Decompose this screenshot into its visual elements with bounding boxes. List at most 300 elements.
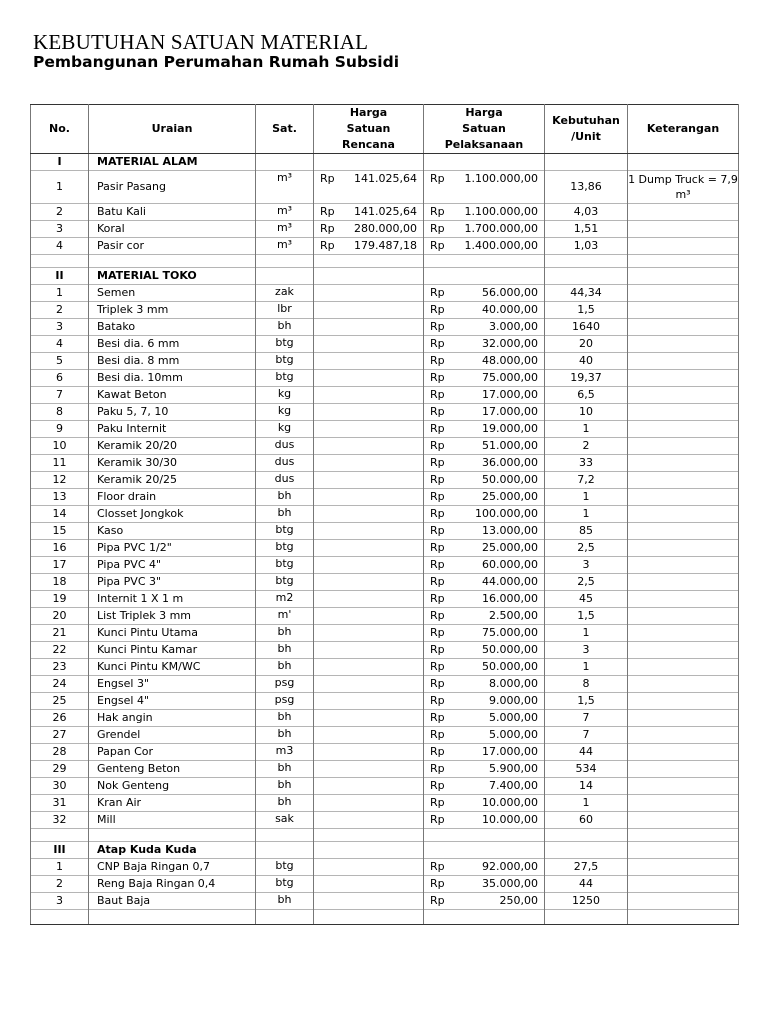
cell-keterangan bbox=[628, 795, 739, 812]
cell-harga-rencana bbox=[314, 319, 424, 336]
cell-harga-pelaksanaan bbox=[424, 404, 545, 421]
cell-harga-pelaksanaan bbox=[424, 353, 545, 370]
cell-uraian: Koral bbox=[89, 221, 256, 238]
currency-label: Rp bbox=[430, 745, 445, 758]
cell-kebutuhan: 1 bbox=[545, 489, 628, 506]
cell-kebutuhan: 14 bbox=[545, 778, 628, 795]
cell-kebutuhan: 44,34 bbox=[545, 285, 628, 302]
cell-harga-rencana bbox=[314, 370, 424, 387]
cell-keterangan: 1 Dump Truck = 7,9 m³ bbox=[628, 171, 739, 204]
cell-kebutuhan: 2 bbox=[545, 438, 628, 455]
cell-keterangan bbox=[628, 523, 739, 540]
cell-uraian: Paku Internit bbox=[89, 421, 256, 438]
cell-harga-rencana bbox=[314, 557, 424, 574]
amount: 10.000,00 bbox=[482, 813, 538, 826]
cell-sat: kg bbox=[256, 387, 314, 404]
cell-sat: btg bbox=[256, 540, 314, 557]
cell-sat: bh bbox=[256, 778, 314, 795]
amount: 44.000,00 bbox=[482, 575, 538, 588]
cell-harga-rencana bbox=[314, 472, 424, 489]
cell-keterangan bbox=[628, 876, 739, 893]
cell-keterangan bbox=[628, 744, 739, 761]
cell-harga-pelaksanaan bbox=[424, 455, 545, 472]
cell-uraian: Mill bbox=[89, 812, 256, 829]
amount: 50.000,00 bbox=[482, 643, 538, 656]
cell-kebutuhan: 1 bbox=[545, 659, 628, 676]
amount: 1.100.000,00 bbox=[464, 172, 538, 185]
amount: 56.000,00 bbox=[482, 286, 538, 299]
cell-harga-rencana bbox=[314, 761, 424, 778]
cell-harga-pelaksanaan bbox=[424, 893, 545, 910]
table-row bbox=[31, 387, 739, 404]
cell-harga-pelaksanaan bbox=[424, 795, 545, 812]
amount: 35.000,00 bbox=[482, 877, 538, 890]
cell-harga-rencana bbox=[314, 625, 424, 642]
cell-harga-rencana bbox=[314, 893, 424, 910]
cell-keterangan bbox=[628, 302, 739, 319]
currency-label: Rp bbox=[430, 222, 445, 235]
cell-kebutuhan: 3 bbox=[545, 642, 628, 659]
table-row bbox=[31, 438, 739, 455]
cell-kebutuhan: 8 bbox=[545, 676, 628, 693]
cell-sat: m³ bbox=[256, 204, 314, 221]
cell-uraian: Semen bbox=[89, 285, 256, 302]
cell-no: 20 bbox=[31, 608, 89, 625]
amount: 7.400,00 bbox=[489, 779, 538, 792]
table-row bbox=[31, 370, 739, 387]
cell-uraian: Keramik 20/20 bbox=[89, 438, 256, 455]
cell-keterangan bbox=[628, 812, 739, 829]
amount: 8.000,00 bbox=[489, 677, 538, 690]
cell-harga-rencana bbox=[314, 829, 424, 842]
cell-kebutuhan: 4,03 bbox=[545, 204, 628, 221]
cell-sat: psg bbox=[256, 693, 314, 710]
cell-no: 4 bbox=[31, 336, 89, 353]
cell-uraian: CNP Baja Ringan 0,7 bbox=[89, 859, 256, 876]
cell-uraian: Batu Kali bbox=[89, 204, 256, 221]
amount: 75.000,00 bbox=[482, 626, 538, 639]
cell-no: 22 bbox=[31, 642, 89, 659]
cell-sat: btg bbox=[256, 557, 314, 574]
cell-harga-rencana bbox=[314, 778, 424, 795]
spacer-row bbox=[31, 910, 739, 925]
cell-harga-rencana bbox=[314, 387, 424, 404]
table-row bbox=[31, 761, 739, 778]
cell-harga-pelaksanaan bbox=[424, 285, 545, 302]
currency-label: Rp bbox=[430, 490, 445, 503]
amount: 100.000,00 bbox=[475, 507, 538, 520]
table-row bbox=[31, 676, 739, 693]
table-row bbox=[31, 659, 739, 676]
cell-no: 16 bbox=[31, 540, 89, 557]
cell-no: 29 bbox=[31, 761, 89, 778]
cell-uraian: Pipa PVC 1/2" bbox=[89, 540, 256, 557]
cell-harga-pelaksanaan bbox=[424, 154, 545, 171]
cell-keterangan bbox=[628, 625, 739, 642]
currency-label: Rp bbox=[430, 303, 445, 316]
cell-keterangan bbox=[628, 557, 739, 574]
document-subtitle: Pembangunan Perumahan Rumah Subsidi bbox=[33, 53, 400, 71]
header-line: Satuan bbox=[462, 122, 506, 135]
cell-sat: btg bbox=[256, 859, 314, 876]
header-line: Harga bbox=[465, 106, 503, 119]
currency-label: Rp bbox=[430, 626, 445, 639]
section-row bbox=[31, 842, 739, 859]
table-row bbox=[31, 876, 739, 893]
cell-harga-rencana bbox=[314, 710, 424, 727]
cell-harga-rencana bbox=[314, 842, 424, 859]
table-row bbox=[31, 574, 739, 591]
cell-sat: bh bbox=[256, 642, 314, 659]
cell-sat bbox=[256, 268, 314, 285]
cell-harga-pelaksanaan bbox=[424, 540, 545, 557]
cell-kebutuhan: 2,5 bbox=[545, 574, 628, 591]
cell-sat: bh bbox=[256, 506, 314, 523]
cell-uraian: Engsel 4" bbox=[89, 693, 256, 710]
cell-harga-rencana bbox=[314, 812, 424, 829]
cell-no: 3 bbox=[31, 893, 89, 910]
cell-no: 25 bbox=[31, 693, 89, 710]
table-row bbox=[31, 778, 739, 795]
amount: 5.000,00 bbox=[489, 728, 538, 741]
cell-keterangan bbox=[628, 336, 739, 353]
cell-uraian: Kran Air bbox=[89, 795, 256, 812]
cell-no bbox=[31, 829, 89, 842]
currency-label: Rp bbox=[320, 222, 335, 235]
cell-keterangan bbox=[628, 204, 739, 221]
cell-kebutuhan bbox=[545, 255, 628, 268]
cell-sat: m³ bbox=[256, 238, 314, 255]
currency-label: Rp bbox=[430, 239, 445, 252]
amount: 1.100.000,00 bbox=[464, 205, 538, 218]
table-row bbox=[31, 353, 739, 370]
cell-kebutuhan: 1640 bbox=[545, 319, 628, 336]
cell-harga-pelaksanaan bbox=[424, 744, 545, 761]
cell-harga-rencana bbox=[314, 591, 424, 608]
cell-harga-rencana bbox=[314, 693, 424, 710]
cell-keterangan bbox=[628, 761, 739, 778]
cell-uraian bbox=[89, 255, 256, 268]
cell-no: 8 bbox=[31, 404, 89, 421]
table-row bbox=[31, 859, 739, 876]
cell-uraian: Pasir cor bbox=[89, 238, 256, 255]
cell-no: 1 bbox=[31, 859, 89, 876]
cell-keterangan bbox=[628, 438, 739, 455]
cell-keterangan bbox=[628, 319, 739, 336]
cell-harga-pelaksanaan bbox=[424, 489, 545, 506]
cell-sat: bh bbox=[256, 625, 314, 642]
currency-label: Rp bbox=[430, 205, 445, 218]
cell-no: 10 bbox=[31, 438, 89, 455]
cell-harga-rencana bbox=[314, 221, 424, 238]
cell-keterangan bbox=[628, 154, 739, 171]
cell-sat bbox=[256, 154, 314, 171]
cell-uraian: Paku 5, 7, 10 bbox=[89, 404, 256, 421]
cell-no: 13 bbox=[31, 489, 89, 506]
amount: 60.000,00 bbox=[482, 558, 538, 571]
amount: 3.000,00 bbox=[489, 320, 538, 333]
cell-uraian: Floor drain bbox=[89, 489, 256, 506]
table-row bbox=[31, 455, 739, 472]
cell-keterangan bbox=[628, 387, 739, 404]
cell-kebutuhan bbox=[545, 910, 628, 925]
cell-sat: m³ bbox=[256, 171, 314, 204]
cell-no: 21 bbox=[31, 625, 89, 642]
cell-uraian: Atap Kuda Kuda bbox=[89, 842, 256, 859]
cell-sat: m3 bbox=[256, 744, 314, 761]
currency-label: Rp bbox=[430, 337, 445, 350]
cell-sat: btg bbox=[256, 336, 314, 353]
cell-harga-pelaksanaan bbox=[424, 221, 545, 238]
amount: 17.000,00 bbox=[482, 388, 538, 401]
cell-sat: m³ bbox=[256, 221, 314, 238]
header-line: Rencana bbox=[342, 138, 395, 151]
cell-keterangan bbox=[628, 506, 739, 523]
cell-kebutuhan: 1,5 bbox=[545, 608, 628, 625]
cell-uraian: Batako bbox=[89, 319, 256, 336]
currency-label: Rp bbox=[430, 609, 445, 622]
header-line: /Unit bbox=[571, 130, 601, 143]
cell-keterangan bbox=[628, 404, 739, 421]
table-row bbox=[31, 171, 739, 204]
table-row bbox=[31, 795, 739, 812]
currency-label: Rp bbox=[320, 172, 335, 185]
currency-label: Rp bbox=[430, 877, 445, 890]
spacer-row bbox=[31, 829, 739, 842]
table-row bbox=[31, 238, 739, 255]
cell-no: 12 bbox=[31, 472, 89, 489]
cell-sat: m2 bbox=[256, 591, 314, 608]
cell-harga-pelaksanaan bbox=[424, 859, 545, 876]
cell-harga-rencana bbox=[314, 744, 424, 761]
table-row bbox=[31, 710, 739, 727]
cell-sat: kg bbox=[256, 421, 314, 438]
cell-no bbox=[31, 255, 89, 268]
cell-harga-rencana bbox=[314, 438, 424, 455]
cell-no: 1 bbox=[31, 171, 89, 204]
cell-harga-rencana bbox=[314, 523, 424, 540]
cell-keterangan bbox=[628, 540, 739, 557]
cell-harga-rencana bbox=[314, 268, 424, 285]
cell-keterangan bbox=[628, 693, 739, 710]
cell-keterangan bbox=[628, 574, 739, 591]
cell-kebutuhan bbox=[545, 268, 628, 285]
cell-harga-rencana bbox=[314, 302, 424, 319]
cell-harga-pelaksanaan bbox=[424, 676, 545, 693]
amount: 25.000,00 bbox=[482, 490, 538, 503]
cell-harga-rencana bbox=[314, 727, 424, 744]
amount: 5.000,00 bbox=[489, 711, 538, 724]
cell-harga-rencana bbox=[314, 642, 424, 659]
cell-harga-pelaksanaan bbox=[424, 370, 545, 387]
cell-kebutuhan: 19,37 bbox=[545, 370, 628, 387]
cell-keterangan bbox=[628, 893, 739, 910]
amount: 17.000,00 bbox=[482, 405, 538, 418]
cell-no: 3 bbox=[31, 319, 89, 336]
table-body bbox=[31, 154, 739, 925]
cell-kebutuhan: 1250 bbox=[545, 893, 628, 910]
cell-kebutuhan: 1 bbox=[545, 625, 628, 642]
table-row bbox=[31, 285, 739, 302]
cell-uraian bbox=[89, 910, 256, 925]
table-row bbox=[31, 319, 739, 336]
cell-keterangan bbox=[628, 421, 739, 438]
cell-harga-rencana bbox=[314, 574, 424, 591]
amount: 50.000,00 bbox=[482, 660, 538, 673]
cell-harga-pelaksanaan bbox=[424, 642, 545, 659]
currency-label: Rp bbox=[430, 507, 445, 520]
cell-keterangan bbox=[628, 829, 739, 842]
cell-kebutuhan: 20 bbox=[545, 336, 628, 353]
cell-kebutuhan: 45 bbox=[545, 591, 628, 608]
cell-sat: bh bbox=[256, 659, 314, 676]
cell-sat: bh bbox=[256, 893, 314, 910]
cell-keterangan bbox=[628, 842, 739, 859]
table-row bbox=[31, 336, 739, 353]
cell-sat: psg bbox=[256, 676, 314, 693]
cell-harga-pelaksanaan bbox=[424, 387, 545, 404]
currency-label: Rp bbox=[430, 711, 445, 724]
cell-harga-rencana bbox=[314, 455, 424, 472]
header-line: Kebutuhan bbox=[552, 114, 620, 127]
table-row bbox=[31, 893, 739, 910]
cell-sat: sak bbox=[256, 812, 314, 829]
amount: 17.000,00 bbox=[482, 745, 538, 758]
cell-kebutuhan: 3 bbox=[545, 557, 628, 574]
cell-no: 28 bbox=[31, 744, 89, 761]
currency-label: Rp bbox=[430, 422, 445, 435]
cell-kebutuhan: 27,5 bbox=[545, 859, 628, 876]
cell-kebutuhan: 1 bbox=[545, 421, 628, 438]
amount: 25.000,00 bbox=[482, 541, 538, 554]
currency-label: Rp bbox=[430, 354, 445, 367]
cell-uraian: List Triplek 3 mm bbox=[89, 608, 256, 625]
cell-kebutuhan: 7,2 bbox=[545, 472, 628, 489]
header-no: No. bbox=[31, 105, 89, 154]
cell-uraian: Keramik 30/30 bbox=[89, 455, 256, 472]
cell-harga-rencana bbox=[314, 336, 424, 353]
cell-uraian: Pipa PVC 4" bbox=[89, 557, 256, 574]
cell-harga-rencana bbox=[314, 876, 424, 893]
cell-sat: bh bbox=[256, 319, 314, 336]
cell-kebutuhan: 7 bbox=[545, 727, 628, 744]
section-row bbox=[31, 154, 739, 171]
cell-sat: bh bbox=[256, 727, 314, 744]
cell-harga-pelaksanaan bbox=[424, 625, 545, 642]
cell-harga-pelaksanaan bbox=[424, 876, 545, 893]
cell-uraian: Keramik 20/25 bbox=[89, 472, 256, 489]
cell-harga-pelaksanaan bbox=[424, 778, 545, 795]
currency-label: Rp bbox=[320, 205, 335, 218]
table-row bbox=[31, 506, 739, 523]
cell-harga-pelaksanaan bbox=[424, 659, 545, 676]
header-kebutuhan bbox=[545, 105, 628, 154]
cell-harga-pelaksanaan bbox=[424, 591, 545, 608]
cell-uraian: Internit 1 X 1 m bbox=[89, 591, 256, 608]
cell-uraian: Triplek 3 mm bbox=[89, 302, 256, 319]
cell-harga-pelaksanaan bbox=[424, 204, 545, 221]
cell-kebutuhan: 33 bbox=[545, 455, 628, 472]
cell-keterangan bbox=[628, 910, 739, 925]
table-row bbox=[31, 727, 739, 744]
cell-keterangan bbox=[628, 221, 739, 238]
currency-label: Rp bbox=[430, 371, 445, 384]
cell-harga-rencana bbox=[314, 238, 424, 255]
cell-uraian: Pipa PVC 3" bbox=[89, 574, 256, 591]
cell-harga-pelaksanaan bbox=[424, 438, 545, 455]
cell-keterangan bbox=[628, 727, 739, 744]
currency-label: Rp bbox=[430, 677, 445, 690]
currency-label: Rp bbox=[430, 660, 445, 673]
spacer-row bbox=[31, 255, 739, 268]
amount: 16.000,00 bbox=[482, 592, 538, 605]
cell-uraian: Baut Baja bbox=[89, 893, 256, 910]
cell-keterangan bbox=[628, 353, 739, 370]
table-row bbox=[31, 404, 739, 421]
currency-label: Rp bbox=[430, 779, 445, 792]
cell-harga-pelaksanaan bbox=[424, 557, 545, 574]
cell-harga-rencana bbox=[314, 404, 424, 421]
currency-label: Rp bbox=[430, 575, 445, 588]
cell-harga-rencana bbox=[314, 659, 424, 676]
cell-uraian: Besi dia. 6 mm bbox=[89, 336, 256, 353]
cell-harga-rencana bbox=[314, 676, 424, 693]
amount: 50.000,00 bbox=[482, 473, 538, 486]
cell-harga-pelaksanaan bbox=[424, 506, 545, 523]
material-table bbox=[30, 104, 739, 925]
cell-kebutuhan bbox=[545, 842, 628, 859]
cell-uraian: Grendel bbox=[89, 727, 256, 744]
cell-sat: bh bbox=[256, 710, 314, 727]
cell-keterangan bbox=[628, 472, 739, 489]
cell-kebutuhan: 60 bbox=[545, 812, 628, 829]
cell-uraian bbox=[89, 829, 256, 842]
cell-harga-rencana bbox=[314, 255, 424, 268]
cell-harga-pelaksanaan bbox=[424, 171, 545, 204]
table-header-row bbox=[31, 105, 739, 154]
cell-harga-pelaksanaan bbox=[424, 710, 545, 727]
table-row bbox=[31, 540, 739, 557]
cell-kebutuhan: 1,5 bbox=[545, 302, 628, 319]
currency-label: Rp bbox=[430, 694, 445, 707]
table-row bbox=[31, 302, 739, 319]
cell-no: 7 bbox=[31, 387, 89, 404]
amount: 19.000,00 bbox=[482, 422, 538, 435]
cell-uraian: Kawat Beton bbox=[89, 387, 256, 404]
cell-sat: btg bbox=[256, 523, 314, 540]
cell-uraian: Reng Baja Ringan 0,4 bbox=[89, 876, 256, 893]
currency-label: Rp bbox=[430, 439, 445, 452]
currency-label: Rp bbox=[430, 524, 445, 537]
currency-label: Rp bbox=[430, 405, 445, 418]
cell-uraian: Papan Cor bbox=[89, 744, 256, 761]
cell-harga-pelaksanaan bbox=[424, 238, 545, 255]
cell-harga-rencana bbox=[314, 859, 424, 876]
cell-sat bbox=[256, 829, 314, 842]
cell-sat: btg bbox=[256, 876, 314, 893]
cell-kebutuhan: 1,51 bbox=[545, 221, 628, 238]
cell-keterangan bbox=[628, 659, 739, 676]
amount: 13.000,00 bbox=[482, 524, 538, 537]
amount: 36.000,00 bbox=[482, 456, 538, 469]
cell-harga-pelaksanaan bbox=[424, 761, 545, 778]
cell-no: 31 bbox=[31, 795, 89, 812]
currency-label: Rp bbox=[430, 813, 445, 826]
cell-harga-pelaksanaan bbox=[424, 693, 545, 710]
cell-no: 26 bbox=[31, 710, 89, 727]
cell-sat: btg bbox=[256, 574, 314, 591]
amount: 51.000,00 bbox=[482, 439, 538, 452]
